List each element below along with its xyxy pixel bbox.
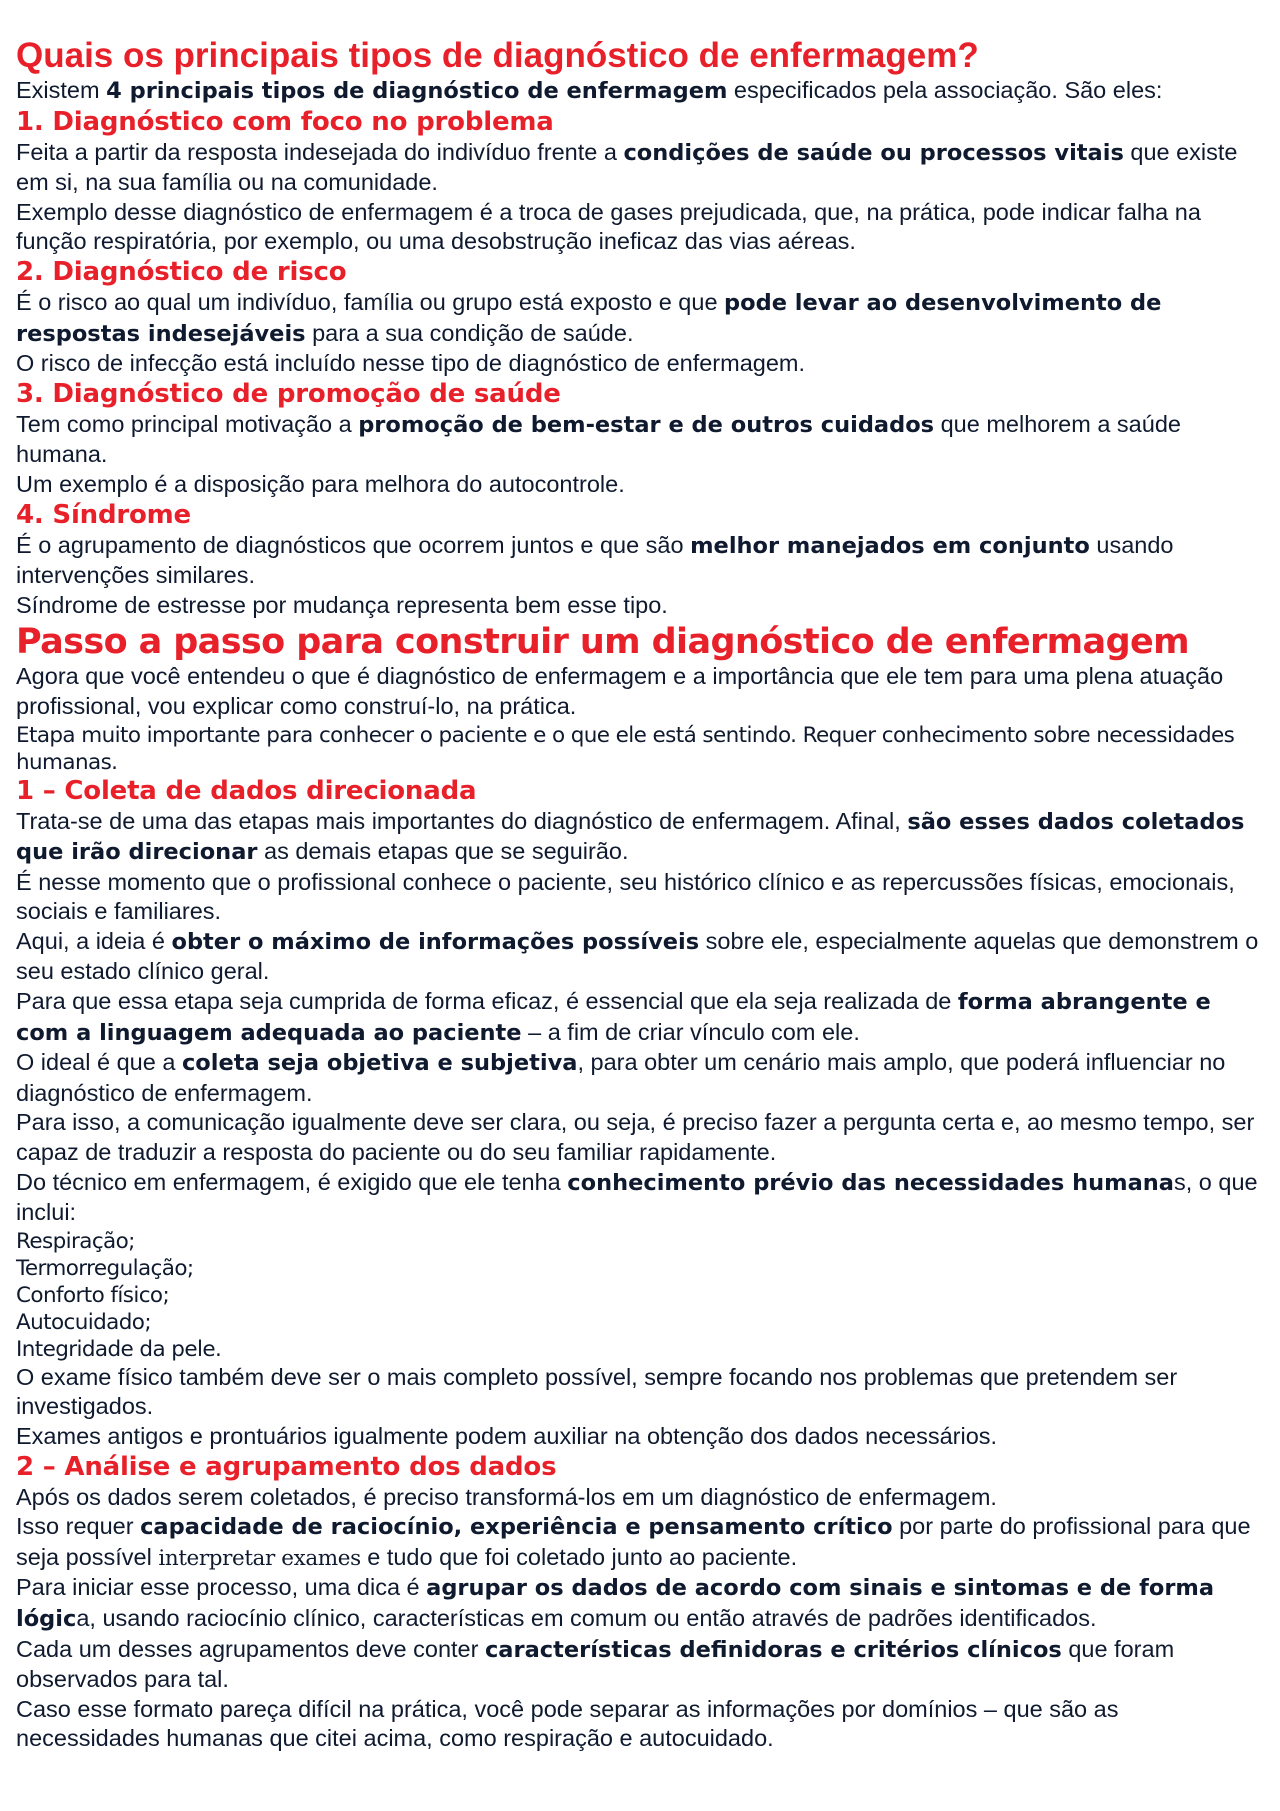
section-title-steps: Passo a passo para construir um diagnóstico de enfermagem <box>16 622 1190 663</box>
step-1-heading: 1 – Coleta de dados direcionada <box>16 775 477 806</box>
type-1-paragraph-2: Exemplo desse diagnóstico de enfermagem é a troca de gases prejudicada, que, na prática, pode indicar falha na função respiratória, por exemplo, ou uma desobstrução ineficaz das vias aéreas. <box>16 198 1201 255</box>
step-1-paragraph-7: Do técnico em enfermagem, é exigido que ele tenha conhecimento prévio das necessidades humanas, o que inclui: <box>16 1168 1258 1226</box>
step-1-paragraph-4: Para que essa etapa seja cumprida de forma eficaz, é essencial que ela seja realizada de forma abrangente e com a linguagem adequada ao paciente – a fim de criar vínculo com ele. <box>16 988 1211 1046</box>
type-1-paragraph-1: Feita a partir da resposta indesejada do indivíduo frente a condições de saúde ou processos vitais que existe em si, na sua família ou na comunidade. <box>16 138 1238 196</box>
steps-note: Etapa muito importante para conhecer o paciente e o que ele está sentindo. Requer conhecimento sobre necessidades humanas. <box>16 722 1235 775</box>
types-intro: Existem 4 principais tipos de diagnóstico de enfermagem especificados pela associação. São eles: <box>16 77 1163 104</box>
step-2-paragraph-3: Para iniciar esse processo, uma dica é agrupar os dados de acordo com sinais e sintomas e de forma lógica, usando raciocínio clínico, características em comum ou então através de padrões identificados. <box>16 1574 1215 1632</box>
type-1-heading: 1. Diagnóstico com foco no problema <box>16 106 554 137</box>
type-2-heading: 2. Diagnóstico de risco <box>16 256 347 287</box>
type-4-heading: 4. Síndrome <box>16 499 191 530</box>
type-2-paragraph-2: O risco de infecção está incluído nesse tipo de diagnóstico de enfermagem. <box>16 350 806 377</box>
step-2-paragraph-1: Após os dados serem coletados, é preciso transformá-los em um diagnóstico de enfermagem. <box>16 1483 997 1510</box>
list-item: Autocuidado; <box>16 1309 152 1335</box>
step-1-paragraph-5: O ideal é que a coleta seja objetiva e subjetiva, para obter um cenário mais amplo, que poderá influenciar no diagnóstico de enfermagem. <box>16 1049 1226 1106</box>
section-title-types: Quais os principais tipos de diagnóstico de enfermagem? <box>16 36 979 75</box>
step-1-paragraph-3: Aqui, a ideia é obter o máximo de informações possíveis sobre ele, especialmente aquelas que demonstrem o seu estado clínico geral. <box>16 927 1259 985</box>
steps-intro: Agora que você entendeu o que é diagnóstico de enfermagem e a importância que ele tem para uma plena atuação profissional, vou explicar como construí-lo, na prática. <box>16 663 1224 719</box>
step-2-paragraph-4: Cada um desses agrupamentos deve conter características definidoras e critérios clínicos que foram observados para tal. <box>16 1635 1175 1693</box>
list-item: Conforto físico; <box>16 1282 170 1308</box>
step-1-paragraph-1: Trata-se de uma das etapas mais importantes do diagnóstico de enfermagem. Afinal, são esses dados coletados que irão direcionar as demais etapas que se seguirão. <box>16 807 1245 866</box>
type-4-paragraph-2: Síndrome de estresse por mudança representa bem esse tipo. <box>16 591 668 618</box>
step-1-paragraph-2: É nesse momento que o profissional conhece o paciente, seu histórico clínico e as repercussões físicas, emocionais, sociais e familiares. <box>16 868 1235 925</box>
step-1-paragraph-6: Para isso, a comunicação igualmente deve ser clara, ou seja, é preciso fazer a pergunta certa e, ao mesmo tempo, ser capaz de traduzir a resposta do paciente ou do seu familiar rapidamente. <box>16 1109 1255 1166</box>
list-item: Respiração; <box>16 1228 135 1254</box>
type-3-heading: 3. Diagnóstico de promoção de saúde <box>16 378 561 409</box>
step-2-paragraph-2: Isso requer capacidade de raciocínio, experiência e pensamento crítico por parte do profissional para que seja possível interpretar exames e tudo que foi coletado junto ao paciente. <box>16 1513 1251 1571</box>
step-1-paragraph-8: O exame físico também deve ser o mais completo possível, sempre focando nos problemas que pretendem ser investigados. <box>16 1363 1178 1420</box>
step-1-paragraph-9: Exames antigos e prontuários igualmente podem auxiliar na obtenção dos dados necessários. <box>16 1423 998 1449</box>
step-2-paragraph-5: Caso esse formato pareça difícil na prática, você pode separar as informações por domínios – que são as necessidades humanas que citei acima, como respiração e autocuidado. <box>16 1695 1119 1752</box>
step-2-heading: 2 – Análise e agrupamento dos dados <box>16 1451 557 1482</box>
type-2-paragraph-1: É o risco ao qual um indivíduo, família ou grupo está exposto e que pode levar ao desenvolvimento de respostas indesejáveis para a sua condição de saúde. <box>16 288 1162 347</box>
type-3-paragraph-1: Tem como principal motivação a promoção de bem-estar e de outros cuidados que melhorem a saúde humana. <box>16 410 1181 468</box>
human-needs-list <box>16 1228 1266 1363</box>
list-item: Termorregulação; <box>16 1255 194 1281</box>
type-3-paragraph-2: Um exemplo é a disposição para melhora do autocontrole. <box>16 470 625 497</box>
type-4-paragraph-1: É o agrupamento de diagnósticos que ocorrem juntos e que são melhor manejados em conjunto usando intervenções similares. <box>16 531 1174 589</box>
list-item: Integridade da pele. <box>16 1336 222 1362</box>
